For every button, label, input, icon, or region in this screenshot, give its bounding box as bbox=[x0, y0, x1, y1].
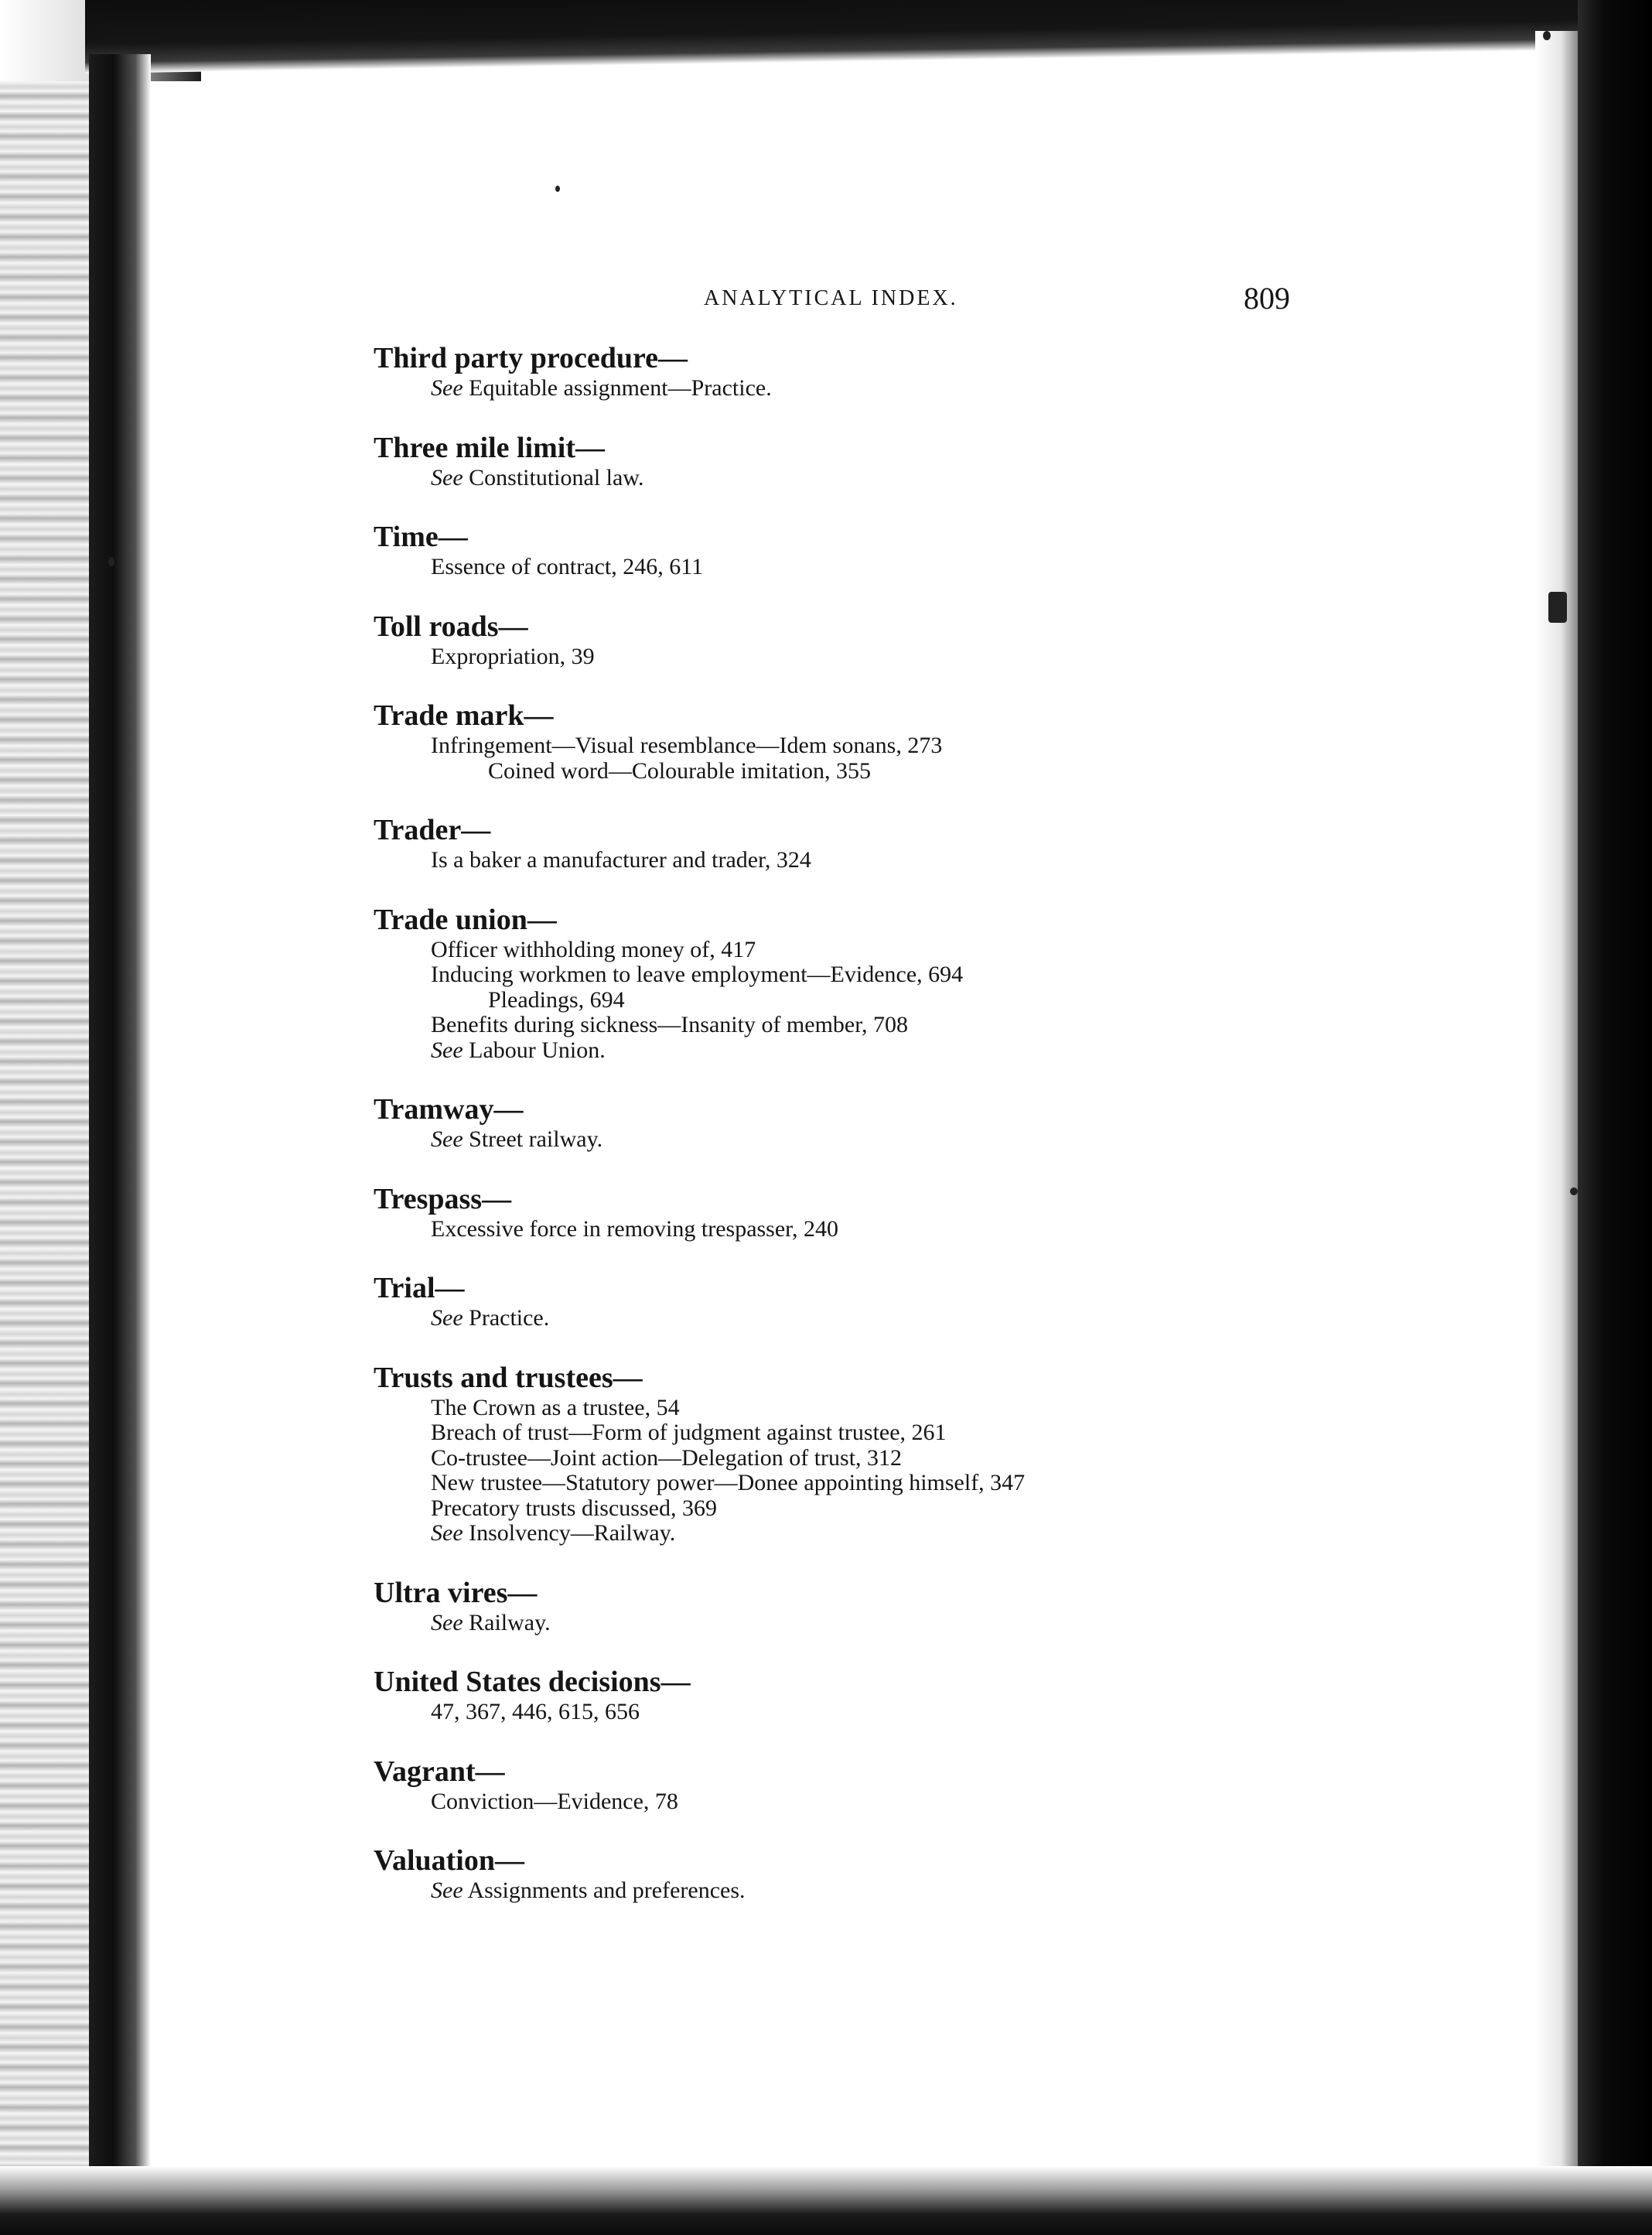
index-subentry bbox=[374, 1611, 1534, 1636]
index-subentry bbox=[374, 1789, 1534, 1815]
index-entry bbox=[374, 1664, 1534, 1725]
subentry-text: Breach of trust—Form of judgment against trustee, 261 bbox=[431, 1420, 947, 1445]
subentry-text: 47, 367, 446, 615, 656 bbox=[431, 1699, 640, 1724]
subentry-text: Street railway. bbox=[462, 1126, 603, 1152]
index-subentry bbox=[374, 1521, 1534, 1546]
see-reference-label: See bbox=[431, 1520, 463, 1546]
page-number: 809 bbox=[1244, 281, 1290, 316]
subentry-text: Benefits during sickness—Insanity of member, 708 bbox=[431, 1012, 909, 1037]
index-subentry bbox=[374, 938, 1534, 963]
subentry-text: Assignments and preferences. bbox=[462, 1878, 746, 1903]
index-entry bbox=[374, 609, 1534, 670]
index-subentry bbox=[374, 555, 1534, 580]
index-subentry bbox=[374, 376, 1534, 402]
index-entry bbox=[374, 1360, 1534, 1546]
index-entry bbox=[374, 812, 1534, 873]
index-heading: Three mile limit— bbox=[374, 431, 606, 464]
index-heading: Third party procedure— bbox=[374, 342, 688, 374]
index-heading: Vagrant— bbox=[374, 1755, 505, 1788]
index-entry bbox=[374, 1843, 1534, 1904]
subentry-text: Officer withholding money of, 417 bbox=[431, 936, 756, 962]
see-reference-label: See bbox=[431, 1878, 463, 1903]
see-reference-label: See bbox=[431, 464, 463, 490]
index-heading: Valuation— bbox=[374, 1844, 524, 1877]
index-subentry bbox=[374, 1446, 1534, 1471]
see-reference-label: See bbox=[431, 1037, 463, 1063]
index-heading: Trader— bbox=[374, 814, 491, 846]
index-heading: Time— bbox=[374, 521, 468, 553]
subentry-text: Insolvency—Railway. bbox=[462, 1520, 676, 1546]
subentry-text: Labour Union. bbox=[462, 1037, 606, 1063]
index-heading: Ultra vires— bbox=[374, 1576, 538, 1609]
index-subentry bbox=[374, 1700, 1534, 1725]
subentry-text: Co-trustee—Joint action—Delegation of trust, 312 bbox=[431, 1444, 903, 1471]
index-entry bbox=[374, 430, 1534, 491]
subentry-text: Constitutional law. bbox=[462, 464, 644, 490]
index-subentry bbox=[374, 988, 1534, 1013]
index-subentry bbox=[374, 848, 1534, 873]
subentry-text: Coined word—Colourable imitation, 355 bbox=[488, 757, 871, 784]
subentry-text: Expropriation, 39 bbox=[431, 643, 595, 669]
subentry-text: Is a baker a manufacturer and trader, 324 bbox=[431, 847, 811, 873]
index-subentry bbox=[374, 1306, 1534, 1331]
index-heading: United States decisions— bbox=[374, 1666, 691, 1698]
subentry-text: The Crown as a trustee, 54 bbox=[431, 1394, 680, 1420]
index-heading: Toll roads— bbox=[374, 610, 528, 643]
subentry-text: Excessive force in removing trespasser, 240 bbox=[431, 1215, 838, 1242]
index-entry bbox=[374, 1754, 1534, 1815]
index-subentry bbox=[374, 1420, 1534, 1446]
subentry-text: Infringement—Visual resemblance—Idem sonans, 273 bbox=[431, 733, 943, 758]
index-heading: Tramway— bbox=[374, 1093, 524, 1126]
index-entry bbox=[374, 1575, 1534, 1636]
subentry-text: Inducing workmen to leave employment—Evidence, 694 bbox=[431, 962, 964, 987]
index-heading: Trespass— bbox=[374, 1182, 512, 1215]
index-entry bbox=[374, 1270, 1534, 1331]
index-entries bbox=[374, 340, 1534, 1933]
subentry-text: New trustee—Statutory power—Donee appointing himself, 347 bbox=[431, 1470, 1026, 1495]
see-reference-label: See bbox=[431, 1609, 463, 1635]
index-subentry bbox=[374, 1127, 1534, 1153]
see-reference-label: See bbox=[431, 1305, 463, 1331]
index-entry bbox=[374, 1092, 1534, 1153]
index-subentry bbox=[374, 1471, 1534, 1496]
index-subentry bbox=[374, 466, 1534, 491]
index-subentry bbox=[374, 733, 1534, 759]
index-entry bbox=[374, 519, 1534, 580]
index-heading: Trade mark— bbox=[374, 699, 554, 732]
index-subentry bbox=[374, 759, 1534, 784]
index-entry bbox=[374, 902, 1534, 1064]
index-subentry bbox=[374, 962, 1534, 988]
index-heading: Trial— bbox=[374, 1272, 465, 1304]
subentry-text: Essence of contract, 246, 611 bbox=[431, 554, 704, 579]
index-subentry bbox=[374, 1038, 1534, 1064]
subentry-text: Precatory trusts discussed, 369 bbox=[431, 1495, 717, 1521]
index-subentry bbox=[374, 1396, 1534, 1421]
subentry-text: Practice. bbox=[462, 1305, 550, 1331]
index-subentry bbox=[374, 644, 1534, 670]
index-entry bbox=[374, 1181, 1534, 1242]
running-head: ANALYTICAL INDEX. bbox=[704, 286, 958, 310]
subentry-text: Railway. bbox=[462, 1609, 551, 1635]
see-reference-label: See bbox=[431, 1126, 463, 1152]
index-subentry bbox=[374, 1878, 1534, 1904]
subentry-text: Conviction—Evidence, 78 bbox=[431, 1788, 678, 1814]
index-heading: Trade union— bbox=[374, 903, 557, 936]
index-subentry bbox=[374, 1217, 1534, 1242]
subentry-text: Pleadings, 694 bbox=[488, 986, 625, 1013]
index-entry bbox=[374, 340, 1534, 402]
index-subentry bbox=[374, 1496, 1534, 1522]
see-reference-label: See bbox=[431, 375, 463, 401]
index-entry bbox=[374, 698, 1534, 784]
index-heading: Trusts and trustees— bbox=[374, 1361, 643, 1394]
subentry-text: Equitable assignment—Practice. bbox=[462, 375, 772, 401]
index-subentry bbox=[374, 1013, 1534, 1038]
